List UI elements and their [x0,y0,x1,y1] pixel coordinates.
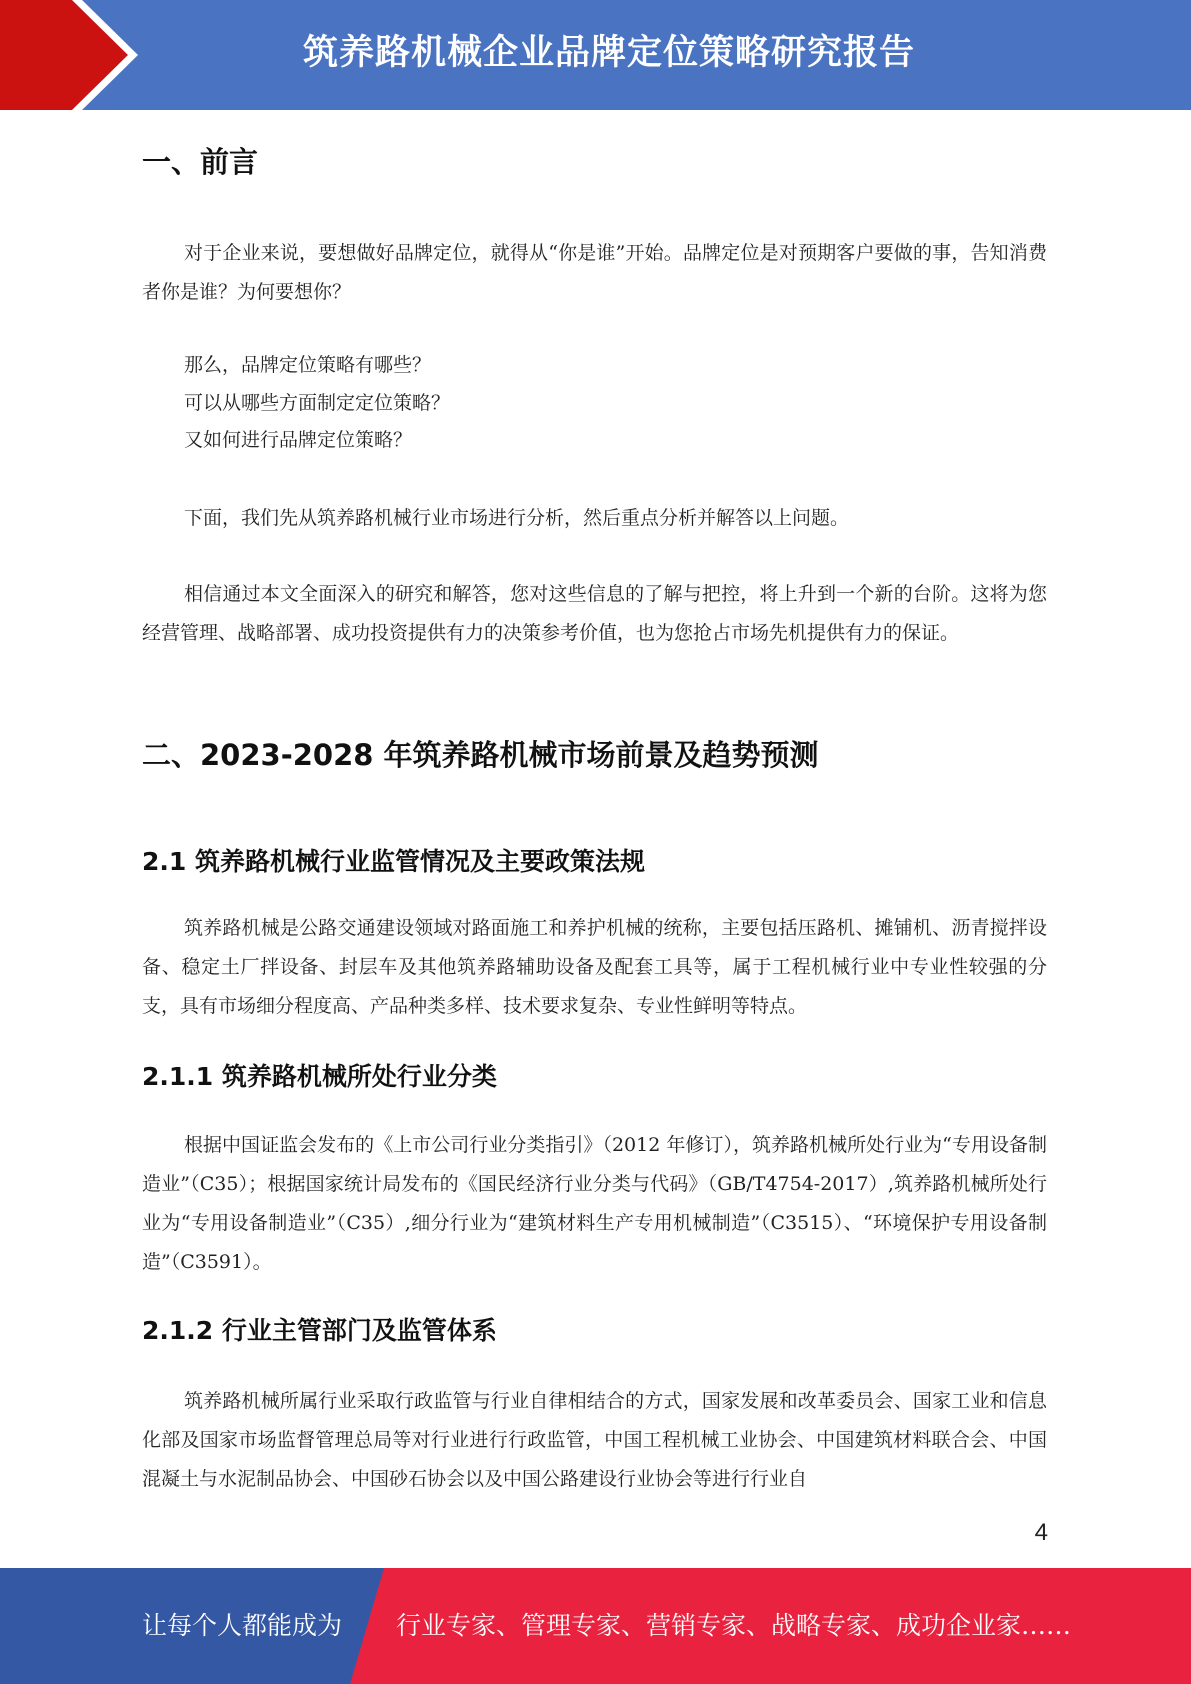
question-item: 可以从哪些方面制定定位策略？ [184,391,451,414]
page-number: 4 [1034,1519,1048,1546]
subsection-2-1-1-paragraph: 根据中国证监会发布的《上市公司行业分类指引》（2012 年修订），筑养路机械所处行业为“专用设备制造业”（C35）；根据国家统计局发布的《国民经济行业分类与代码》（GB/T4754-2017）,筑养路机械所处行业为“专用设备制造业”（C35）,细分行业为“建筑材料生产专用机械制造”（C3515）、“环境保护专用设备制造”（C3591）。 [142,1134,1047,1273]
report-title: 筑养路机械企业品牌定位策略研究报告 [302,33,915,73]
subsection-heading-2-1: 2.1 筑养路机械行业监管情况及主要政策法规 [142,847,645,876]
question-list [184,347,450,460]
footer-slogan-right: 行业专家、管理专家、营销专家、战略专家、成功企业家…… [396,1611,1072,1640]
subsection-2-1-2-paragraph: 筑养路机械所属行业采取行政监管与行业自律相结合的方式，国家发展和改革委员会、国家工业和信息化部及国家市场监督管理总局等对行业进行行政监管，中国工程机械工业协会、中国建筑材料联合会、中国混凝土与水泥制品协会、中国砂石协会以及中国公路建设行业协会等进行行业自 [142,1390,1047,1490]
section-heading-forecast: 二、2023-2028 年筑养路机械市场前景及趋势预测 [142,738,819,772]
footer-slogan-left: 让每个人都能成为 [142,1611,343,1640]
question-item: 又如何进行品牌定位策略？ [184,429,413,451]
subsection-heading-2-1-2: 2.1.2 行业主管部门及监管体系 [142,1316,497,1345]
subsection-heading-2-1-1: 2.1.1 筑养路机械所处行业分类 [142,1062,497,1091]
section-heading-preface: 一、前言 [142,145,259,179]
question-item: 那么，品牌定位策略有哪些？ [184,354,432,376]
subsection-2-1-paragraph: 筑养路机械是公路交通建设领域对路面施工和养护机械的统称，主要包括压路机、摊铺机、沥青搅拌设备、稳定土厂拌设备、封层车及其他筑养路辅助设备及配套工具等，属于工程机械行业中专业性较强的分支，具有市场细分程度高、产品种类多样、技术要求复杂、专业性鲜明等特点。 [142,917,1047,1017]
preface-paragraph-3: 相信通过本文全面深入的研究和解答，您对这些信息的了解与把控，将上升到一个新的台阶。这将为您经营管理、战略部署、成功投资提供有力的决策参考价值，也为您抢占市场先机提供有力的保证。 [142,583,1047,644]
preface-paragraph-2: 下面，我们先从筑养路机械行业市场进行分析，然后重点分析并解答以上问题。 [184,507,850,529]
preface-paragraph-1: 对于企业来说，要想做好品牌定位，就得从“你是谁”开始。品牌定位是对预期客户要做的事，告知消费者你是谁？为何要想你？ [142,242,1047,303]
